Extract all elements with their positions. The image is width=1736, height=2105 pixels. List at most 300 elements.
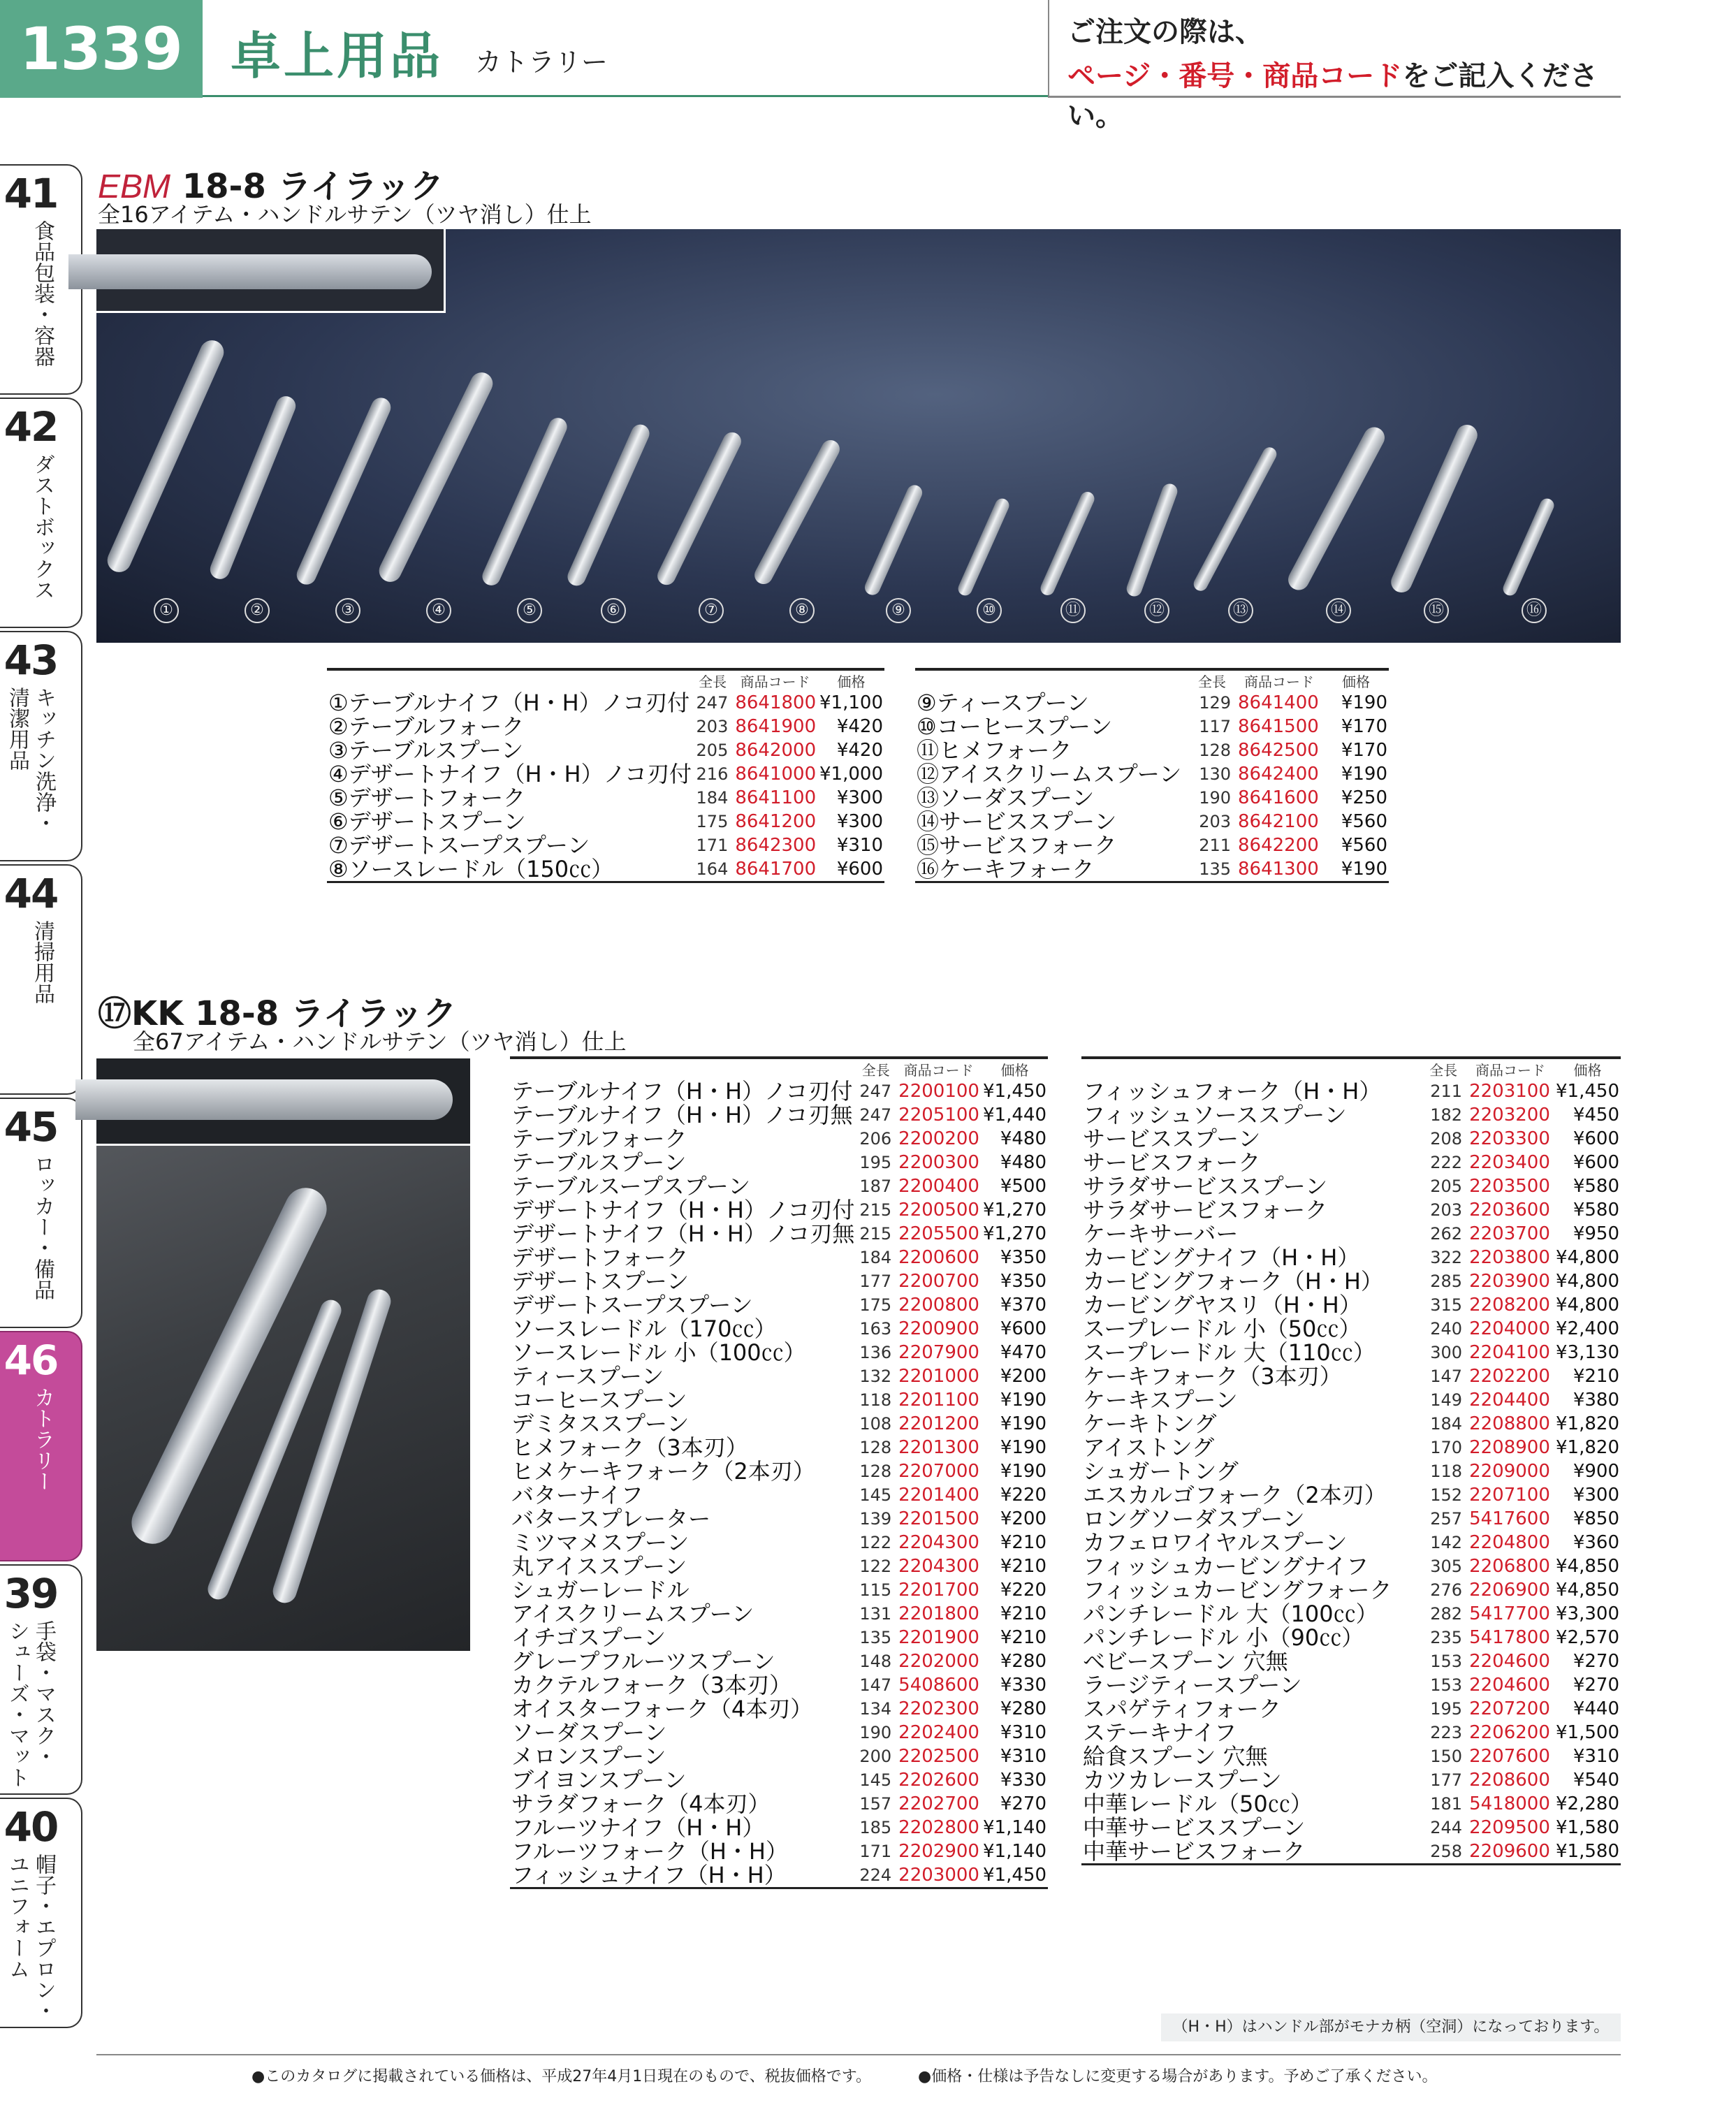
item-name: ⑨ティースプーン xyxy=(917,690,1089,716)
sidebar-tab-45[interactable] xyxy=(0,1098,82,1328)
item-price: ¥330 xyxy=(1000,1770,1046,1791)
item-length: 142 xyxy=(1430,1533,1463,1552)
table-row xyxy=(1081,1840,1621,1865)
item-length: 222 xyxy=(1430,1153,1463,1172)
table-row xyxy=(510,1127,1048,1151)
table-row xyxy=(1081,1341,1621,1364)
item-length: 223 xyxy=(1430,1723,1463,1742)
item-number-badge: ⑮ xyxy=(1424,598,1449,623)
fork-image xyxy=(1501,496,1556,597)
item-name: カービングヤスリ（H・H） xyxy=(1083,1292,1362,1318)
item-price: ¥1,450 xyxy=(983,1865,1046,1886)
item-name: ケーキトング xyxy=(1083,1411,1217,1437)
table-row xyxy=(510,1293,1048,1317)
item-name: テーブルフォーク xyxy=(511,1126,687,1152)
table-header-row xyxy=(915,669,1389,691)
spoon-image xyxy=(1191,445,1279,593)
tab-label: カトラリー xyxy=(30,1387,54,1492)
item-price: ¥220 xyxy=(1000,1580,1046,1601)
item-code: 2200500 xyxy=(898,1200,979,1221)
item-length: 203 xyxy=(696,717,729,736)
item-number-badge: ② xyxy=(245,598,270,623)
item-price: ¥1,450 xyxy=(983,1081,1046,1102)
item-price: ¥1,820 xyxy=(1556,1413,1619,1434)
item-price: ¥200 xyxy=(1000,1508,1046,1529)
table-row xyxy=(915,715,1389,738)
table-row xyxy=(1081,1293,1621,1317)
item-name: スパゲティフォーク xyxy=(1083,1696,1281,1722)
item-price: ¥310 xyxy=(1000,1746,1046,1767)
item-name: カービングフォーク（H・H） xyxy=(1083,1268,1383,1295)
item-code: 2202200 xyxy=(1469,1366,1550,1387)
item-price: ¥270 xyxy=(1573,1675,1619,1696)
item-code: 2202500 xyxy=(898,1746,979,1767)
item-number-badge: ⑯ xyxy=(1522,598,1547,623)
item-name: カツカレースプーン xyxy=(1083,1767,1282,1793)
tab-label: 清掃用品 xyxy=(30,920,54,1004)
item-length: 203 xyxy=(1199,812,1231,831)
item-price: ¥850 xyxy=(1573,1508,1619,1529)
spoon-image xyxy=(655,429,745,588)
item-price: ¥350 xyxy=(1000,1247,1046,1268)
item-price: ¥3,300 xyxy=(1556,1603,1619,1624)
item-length: 215 xyxy=(859,1224,892,1244)
item-name: ⑧ソースレードル（150㏄） xyxy=(328,856,614,882)
table-row xyxy=(510,1768,1048,1792)
table-row xyxy=(915,833,1389,857)
item-number-badge: ⑭ xyxy=(1326,598,1351,623)
item-length: 184 xyxy=(859,1248,892,1267)
item-code: 8641900 xyxy=(735,716,817,737)
table-row xyxy=(510,1151,1048,1174)
item-length: 216 xyxy=(696,764,729,784)
item-price: ¥190 xyxy=(1341,859,1387,880)
item-length: 285 xyxy=(1430,1272,1463,1291)
item-name: ④デザートナイフ（H・H）ノコ刃付 xyxy=(328,761,692,787)
item-code: 8641100 xyxy=(735,787,817,808)
item-length: 211 xyxy=(1430,1081,1463,1101)
item-price: ¥1,500 xyxy=(1556,1722,1619,1743)
kk-price-table-left xyxy=(510,1056,1048,1889)
item-code: 2203400 xyxy=(1469,1152,1550,1173)
handle-detail-inset xyxy=(96,1058,470,1146)
item-code: 2205100 xyxy=(898,1105,979,1126)
notice-highlight: ページ・番号・商品コード xyxy=(1067,60,1403,92)
table-row xyxy=(1081,1103,1621,1127)
sidebar-tab-40[interactable] xyxy=(0,1798,82,2028)
item-price: ¥480 xyxy=(1000,1128,1046,1149)
item-length: 247 xyxy=(696,693,729,713)
item-length: 122 xyxy=(859,1557,892,1576)
item-code: 2203600 xyxy=(1469,1200,1550,1221)
item-length: 132 xyxy=(859,1367,892,1386)
item-price: ¥330 xyxy=(1000,1675,1046,1696)
item-code: 2200400 xyxy=(898,1176,979,1197)
sidebar-tab-39[interactable] xyxy=(0,1564,82,1795)
item-length: 240 xyxy=(1430,1319,1463,1339)
item-length: 184 xyxy=(1430,1414,1463,1434)
item-length: 118 xyxy=(859,1390,892,1410)
item-price: ¥210 xyxy=(1000,1627,1046,1648)
item-number-badge: ⑫ xyxy=(1144,598,1169,623)
item-name: 中華サービススプーン xyxy=(1083,1814,1306,1841)
sidebar-tab-42[interactable] xyxy=(0,398,82,628)
item-number-badge: ① xyxy=(154,598,179,623)
fork-image xyxy=(1387,421,1480,596)
item-code: 2201300 xyxy=(898,1437,979,1458)
item-code: 2203300 xyxy=(1469,1128,1550,1149)
item-name: デミタススプーン xyxy=(511,1411,690,1437)
table-row xyxy=(510,1816,1048,1840)
sidebar-tab-43[interactable] xyxy=(0,631,82,861)
item-price: ¥380 xyxy=(1573,1390,1619,1411)
item-code: 2202700 xyxy=(898,1793,979,1814)
item-name: デザートスープスプーン xyxy=(511,1292,753,1318)
item-length: 181 xyxy=(1430,1794,1463,1814)
item-code: 2208800 xyxy=(1469,1413,1550,1434)
item-price: ¥1,140 xyxy=(983,1817,1046,1838)
item-price: ¥420 xyxy=(836,740,883,761)
tab-label: ダストボックス xyxy=(30,453,54,600)
table-row xyxy=(1081,1151,1621,1174)
item-code: 2201500 xyxy=(898,1508,979,1529)
table-row xyxy=(510,1531,1048,1554)
item-code: 5408600 xyxy=(898,1675,979,1696)
table-row xyxy=(1081,1174,1621,1198)
item-price: ¥250 xyxy=(1341,787,1387,808)
table-row xyxy=(510,1602,1048,1626)
item-name: ロングソーダスプーン xyxy=(1083,1506,1305,1532)
item-length: 282 xyxy=(1430,1604,1463,1624)
item-code: 2200300 xyxy=(898,1152,979,1173)
item-length: 305 xyxy=(1430,1557,1463,1576)
item-price: ¥270 xyxy=(1000,1793,1046,1814)
tab-label: ロッカー・備品 xyxy=(30,1153,54,1300)
item-length: 187 xyxy=(859,1177,892,1196)
item-name: デザートナイフ（H・H）ノコ刃無 xyxy=(511,1221,855,1247)
tab-label: 食品包装・容器 xyxy=(30,220,54,367)
handle-detail-inset xyxy=(96,229,446,313)
item-length: 115 xyxy=(859,1580,892,1600)
table-row xyxy=(1081,1483,1621,1507)
item-code: 2202400 xyxy=(898,1722,979,1743)
spoon-image xyxy=(1285,423,1389,594)
table-row xyxy=(1081,1649,1621,1673)
table-row xyxy=(1081,1079,1621,1103)
item-price: ¥1,450 xyxy=(1556,1081,1619,1102)
notice-line2 xyxy=(1067,54,1621,133)
item-length: 145 xyxy=(859,1770,892,1790)
item-number-badge: ⑤ xyxy=(517,598,542,623)
item-name: オイスターフォーク（4本刃） xyxy=(511,1696,813,1722)
table-row xyxy=(510,1697,1048,1721)
item-code: 2202300 xyxy=(898,1698,979,1719)
item-length: 153 xyxy=(1430,1675,1463,1695)
item-name: ティースプーン xyxy=(511,1363,664,1390)
table-row xyxy=(510,1626,1048,1649)
tab-number: 45 xyxy=(3,1103,58,1151)
table-row xyxy=(510,1103,1048,1127)
item-name: デザートフォーク xyxy=(511,1244,689,1271)
item-length: 170 xyxy=(1430,1438,1463,1457)
ebm-price-table-left xyxy=(327,668,884,883)
item-length: 118 xyxy=(1430,1462,1463,1481)
fork-image xyxy=(479,415,570,588)
table-header-row xyxy=(510,1058,1048,1079)
item-length: 128 xyxy=(1199,741,1231,760)
item-name: ⑭サービススプーン xyxy=(917,808,1117,835)
item-name: フィッシュカービングフォーク xyxy=(1083,1577,1392,1603)
sidebar-tab-46[interactable] xyxy=(0,1331,82,1561)
item-price: ¥210 xyxy=(1000,1556,1046,1577)
handle-footnote: （H・H）はハンドル部がモナカ柄（空洞）になっております。 xyxy=(1161,2013,1621,2041)
item-name: ラージティースプーン xyxy=(1083,1672,1302,1698)
item-length: 136 xyxy=(859,1343,892,1362)
table-row xyxy=(1081,1768,1621,1792)
item-name: 中華レードル（50㏄） xyxy=(1083,1791,1313,1817)
item-length: 122 xyxy=(859,1533,892,1552)
item-price: ¥420 xyxy=(836,716,883,737)
item-length: 205 xyxy=(696,741,729,760)
item-length: 208 xyxy=(1430,1129,1463,1149)
table-row xyxy=(1081,1459,1621,1483)
item-code: 2203000 xyxy=(898,1865,979,1886)
brand-logo: EBM xyxy=(98,168,171,205)
item-name: ⑥デザートスプーン xyxy=(328,808,526,835)
knife-image xyxy=(375,369,496,586)
item-price: ¥1,000 xyxy=(819,764,883,785)
table-row xyxy=(915,810,1389,833)
item-length: 258 xyxy=(1430,1842,1463,1861)
table-row xyxy=(915,857,1389,882)
item-name: フルーツナイフ（H・H） xyxy=(511,1814,765,1841)
table-row xyxy=(915,738,1389,762)
item-code: 2204300 xyxy=(898,1556,979,1577)
section2-title: ⑰KK 18-8 ライラック xyxy=(98,994,457,1033)
col-header-code: 商品コード xyxy=(1244,673,1314,690)
item-code: 2204600 xyxy=(1469,1675,1550,1696)
item-name: コーヒースプーン xyxy=(511,1387,687,1413)
item-price: ¥1,270 xyxy=(983,1200,1046,1221)
table-row xyxy=(327,786,884,810)
item-name: ケーキフォーク（3本刃） xyxy=(1083,1363,1342,1390)
item-code: 2201000 xyxy=(898,1366,979,1387)
item-number-badge: ⑧ xyxy=(789,598,815,623)
item-price: ¥1,820 xyxy=(1556,1437,1619,1458)
table-row xyxy=(510,1554,1048,1578)
item-name: パンチレードル 小（90㏄） xyxy=(1083,1624,1364,1651)
item-number-badge: ⑬ xyxy=(1228,598,1253,623)
item-code: 2206200 xyxy=(1469,1722,1550,1743)
item-name: フィッシュソーススプーン xyxy=(1083,1102,1347,1128)
table-header-row xyxy=(327,669,884,691)
ladle-image xyxy=(752,437,843,587)
item-name: アイストング xyxy=(1083,1434,1215,1461)
item-length: 130 xyxy=(1199,764,1231,784)
item-code: 2203700 xyxy=(1469,1223,1550,1244)
item-price: ¥600 xyxy=(836,859,883,880)
item-code: 8641600 xyxy=(1238,787,1319,808)
sidebar-tab-44[interactable] xyxy=(0,864,82,1095)
item-code: 2200600 xyxy=(898,1247,979,1268)
item-length: 149 xyxy=(1430,1390,1463,1410)
table-row xyxy=(510,1459,1048,1483)
item-code: 2207600 xyxy=(1469,1746,1550,1767)
item-code: 2204800 xyxy=(1469,1532,1550,1553)
item-name: カフェロワイヤルスプーン xyxy=(1083,1529,1348,1556)
item-length: 247 xyxy=(859,1081,892,1101)
item-name: ⑯ケーキフォーク xyxy=(917,856,1095,882)
page-header xyxy=(0,0,1621,132)
item-price: ¥4,800 xyxy=(1556,1247,1619,1268)
notice-rest: をご記入ください。 xyxy=(1067,60,1598,132)
item-length: 182 xyxy=(1430,1105,1463,1125)
col-header-code: 商品コード xyxy=(1475,1062,1546,1079)
ebm-price-table-right xyxy=(915,668,1389,883)
item-name: シュガートング xyxy=(1083,1458,1239,1485)
item-name: デザートスプーン xyxy=(511,1268,690,1295)
item-length: 147 xyxy=(859,1675,892,1695)
section1-subtitle: 全16アイテム・ハンドルサテン（ツヤ消し）仕上 xyxy=(98,201,592,228)
item-name: 給食スプーン 穴無 xyxy=(1083,1743,1268,1770)
item-length: 135 xyxy=(1199,859,1231,879)
item-length: 195 xyxy=(1430,1699,1463,1719)
item-price: ¥310 xyxy=(1573,1746,1619,1767)
item-name: フルーツフォーク（H・H） xyxy=(511,1838,788,1865)
item-name: フィッシュナイフ（H・H） xyxy=(511,1862,787,1888)
spoon-image xyxy=(1125,481,1180,598)
item-price: ¥310 xyxy=(836,835,883,856)
item-name: サービススプーン xyxy=(1083,1126,1261,1152)
table-row xyxy=(1081,1721,1621,1745)
item-price: ¥310 xyxy=(1000,1722,1046,1743)
item-code: 5417600 xyxy=(1469,1508,1550,1529)
table-row xyxy=(510,1269,1048,1293)
spoon-image xyxy=(293,395,394,588)
item-name: 中華サービスフォーク xyxy=(1083,1838,1306,1865)
item-name: カクテルフォーク（3本刃） xyxy=(511,1672,792,1698)
table-row xyxy=(915,762,1389,786)
table-row xyxy=(510,1079,1048,1103)
table-row xyxy=(1081,1507,1621,1531)
handle-image xyxy=(68,254,432,289)
item-code: 5417800 xyxy=(1469,1627,1550,1648)
item-code: 2203200 xyxy=(1469,1105,1550,1126)
item-length: 177 xyxy=(859,1272,892,1291)
table-row xyxy=(327,762,884,786)
table-row xyxy=(1081,1364,1621,1388)
table-row xyxy=(510,1673,1048,1697)
fork-image xyxy=(207,393,299,582)
footer-rule xyxy=(96,2054,1621,2055)
item-length: 190 xyxy=(859,1723,892,1742)
item-length: 153 xyxy=(1430,1652,1463,1671)
item-length: 171 xyxy=(859,1842,892,1861)
item-price: ¥4,800 xyxy=(1556,1271,1619,1292)
table-row xyxy=(327,833,884,857)
tab-number: 42 xyxy=(3,403,58,451)
item-price: ¥210 xyxy=(1000,1603,1046,1624)
table-row xyxy=(1081,1792,1621,1816)
kk-price-table-right xyxy=(1081,1056,1621,1865)
table-row xyxy=(1081,1602,1621,1626)
item-price: ¥440 xyxy=(1573,1698,1619,1719)
item-length: 244 xyxy=(1430,1818,1463,1837)
item-price: ¥190 xyxy=(1341,692,1387,713)
item-price: ¥540 xyxy=(1573,1770,1619,1791)
page-footer xyxy=(251,2064,1479,2086)
item-name: ⑤デザートフォーク xyxy=(328,785,526,811)
item-price: ¥210 xyxy=(1000,1532,1046,1553)
item-price: ¥600 xyxy=(1573,1152,1619,1173)
item-price: ¥300 xyxy=(1573,1485,1619,1506)
item-code: 2200100 xyxy=(898,1081,979,1102)
item-name: テーブルスープスプーン xyxy=(511,1173,751,1200)
item-code: 8641800 xyxy=(735,692,817,713)
item-price: ¥190 xyxy=(1000,1461,1046,1482)
col-header-code: 商品コード xyxy=(903,1062,974,1079)
table-row xyxy=(510,1792,1048,1816)
item-price: ¥4,850 xyxy=(1556,1556,1619,1577)
item-price: ¥1,580 xyxy=(1556,1841,1619,1862)
table-row xyxy=(1081,1745,1621,1768)
item-code: 2200900 xyxy=(898,1318,979,1339)
col-header-length: 全長 xyxy=(1198,673,1226,690)
table-row xyxy=(510,1174,1048,1198)
item-length: 177 xyxy=(1430,1770,1463,1790)
table-row xyxy=(510,1436,1048,1459)
item-price: ¥580 xyxy=(1573,1200,1619,1221)
item-code: 2207200 xyxy=(1469,1698,1550,1719)
cutlery-photo-kk xyxy=(96,1058,470,1651)
item-number-badge: ④ xyxy=(426,598,451,623)
item-price: ¥1,270 xyxy=(983,1223,1046,1244)
section1-title-text: 18-8 ライラック xyxy=(182,167,444,206)
item-price: ¥370 xyxy=(1000,1295,1046,1316)
table-row xyxy=(510,1483,1048,1507)
order-notice xyxy=(1048,0,1621,132)
table-row xyxy=(1081,1697,1621,1721)
item-length: 235 xyxy=(1430,1628,1463,1647)
item-name: アイスクリームスプーン xyxy=(511,1601,754,1627)
item-code: 2203100 xyxy=(1469,1081,1550,1102)
item-name: テーブルナイフ（H・H）ノコ刃無 xyxy=(511,1102,853,1128)
item-length: 145 xyxy=(859,1485,892,1505)
table-row xyxy=(1081,1317,1621,1341)
item-name: デザートナイフ（H・H）ノコ刃付 xyxy=(511,1197,855,1223)
item-price: ¥220 xyxy=(1000,1485,1046,1506)
item-length: 157 xyxy=(859,1794,892,1814)
item-name: パンチレードル 大（100㏄） xyxy=(1083,1601,1378,1627)
table-row xyxy=(510,1578,1048,1602)
item-length: 262 xyxy=(1430,1224,1463,1244)
item-name: ①テーブルナイフ（H・H）ノコ刃付 xyxy=(328,690,690,716)
table-row xyxy=(510,1840,1048,1863)
item-length: 117 xyxy=(1199,717,1231,736)
footer-price-note: ●このカタログに掲載されている価格は、平成27年4月1日現在のもので、税抜価格です。 xyxy=(251,2068,871,2085)
item-name: サービスフォーク xyxy=(1083,1149,1261,1176)
table-row xyxy=(1081,1198,1621,1222)
item-length: 185 xyxy=(859,1818,892,1837)
item-length: 190 xyxy=(1199,788,1231,808)
item-name: ソースレードル（170㏄） xyxy=(511,1316,777,1342)
table-row xyxy=(1081,1673,1621,1697)
table-row xyxy=(1081,1412,1621,1436)
item-name: フィッシュフォーク（H・H） xyxy=(1083,1078,1382,1105)
item-name: ソーダスプーン xyxy=(511,1719,667,1746)
col-header-length: 全長 xyxy=(861,1062,890,1079)
item-length: 152 xyxy=(1430,1485,1463,1505)
